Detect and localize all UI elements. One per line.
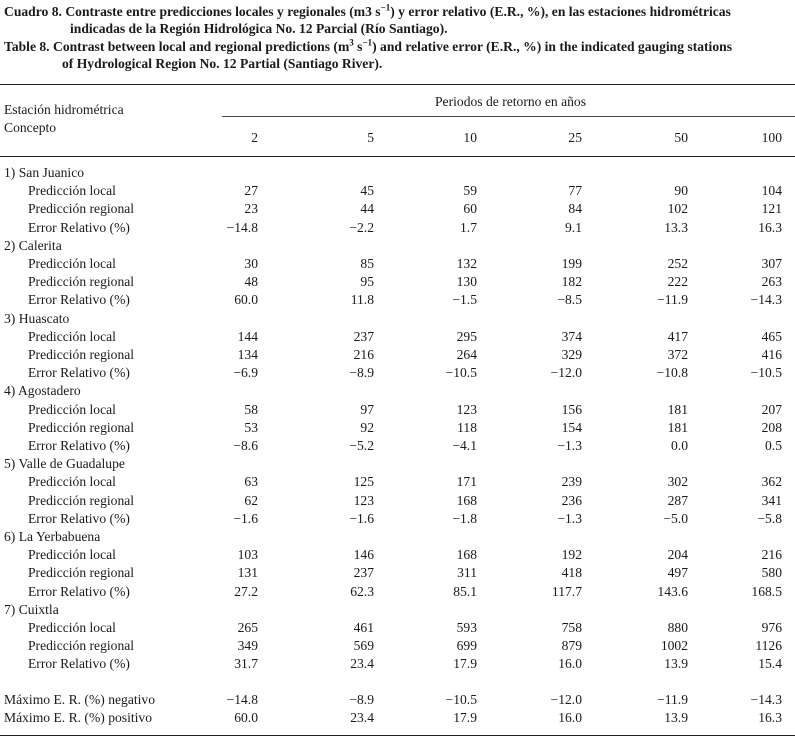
table-cell: 60 — [463, 201, 477, 217]
table-cell: −14.8 — [226, 219, 258, 235]
table-cell: 27.2 — [234, 583, 258, 599]
table-cell: 23.4 — [350, 656, 374, 672]
table-cell: 171 — [456, 474, 477, 490]
row-label: Error Relativo (%) — [28, 365, 130, 381]
table-cell: 341 — [761, 492, 782, 508]
table-cell: 85 — [360, 256, 374, 271]
table-cell: 237 — [353, 328, 374, 344]
period-span-header: Periodos de retorno en años — [435, 94, 587, 109]
row-label: Predicción local — [28, 474, 116, 490]
table-cell: 30 — [244, 256, 258, 271]
row-label: Predicción regional — [28, 347, 135, 362]
table-cell: −10.5 — [750, 365, 782, 381]
table-cell: −1.8 — [452, 510, 477, 526]
caption-label: Cuadro 8. — [4, 4, 62, 19]
table-cell: 879 — [561, 638, 582, 654]
table-cell: 461 — [353, 620, 374, 635]
caption-spanish — [4, 3, 794, 37]
row-label: Predicción local — [28, 256, 116, 271]
row-label: Error Relativo (%) — [28, 583, 130, 599]
table-cell: 239 — [561, 474, 582, 490]
table-cell: 9.1 — [565, 219, 582, 235]
table-cell: 880 — [667, 620, 688, 635]
table-cell: −5.8 — [757, 510, 782, 526]
table-cell: 85.1 — [453, 583, 477, 599]
table-cell: 699 — [456, 638, 477, 654]
table-cell: 90 — [674, 183, 688, 199]
table-cell: 497 — [667, 565, 688, 581]
table-cell: 125 — [353, 474, 374, 490]
table-cell: 48 — [244, 274, 258, 290]
period-header-10: 10 — [463, 130, 477, 145]
period-header-2: 2 — [251, 130, 258, 145]
caption-text: ) and relative error (E.R., %) in the indicated gauging stations — [372, 39, 732, 54]
table-cell: −2.2 — [349, 219, 374, 235]
caption-text: Contraste entre predicciones locales y regionales (m3 s — [65, 4, 381, 19]
table-cell: 103 — [237, 547, 258, 563]
table-cell: 263 — [761, 274, 782, 290]
row-label: Predicción local — [28, 620, 116, 635]
table-cell: 117.7 — [551, 583, 582, 599]
table-cell: 465 — [761, 328, 782, 344]
table-cell: 84 — [568, 201, 582, 217]
table-cell: −8.5 — [557, 292, 582, 308]
table-cell: −10.8 — [656, 365, 688, 381]
row-label: Error Relativo (%) — [28, 510, 130, 526]
row-label: Predicción local — [28, 401, 116, 417]
table-cell: 16.0 — [558, 656, 582, 672]
summary-cell: −14.8 — [226, 692, 258, 707]
table-cell: 102 — [667, 201, 688, 217]
station-name: 4) Agostadero — [4, 383, 81, 399]
station-name: 6) La Yerbabuena — [4, 529, 101, 544]
row-label: Error Relativo (%) — [28, 219, 130, 235]
table-cell: 45 — [360, 183, 374, 199]
table-cell: 130 — [456, 274, 477, 290]
row-label: Predicción local — [28, 547, 116, 563]
table-cell: 374 — [561, 328, 582, 344]
table-cell: 118 — [457, 419, 477, 435]
table-cell: 132 — [456, 256, 477, 271]
table-cell: 123 — [456, 401, 477, 417]
summary-cell: 23.4 — [350, 710, 374, 726]
table-cell: 15.4 — [758, 656, 782, 672]
row-label: Predicción regional — [28, 274, 135, 290]
table-cell: 758 — [561, 620, 582, 635]
table-cell: −12.0 — [550, 365, 582, 381]
stub-header-station: Estación hidrométrica — [4, 102, 124, 117]
table-cell: 1126 — [755, 638, 782, 654]
table-cell: 92 — [360, 419, 374, 435]
summary-cell: −11.9 — [657, 692, 688, 707]
row-label: Predicción local — [28, 183, 116, 199]
summary-cell: 13.9 — [664, 710, 688, 726]
summary-cell: −10.5 — [445, 692, 477, 707]
table-cell: 199 — [561, 256, 582, 271]
period-header-100: 100 — [761, 130, 782, 145]
station-name: 3) Huascato — [4, 310, 70, 326]
table-cell: 295 — [456, 328, 477, 344]
summary-cell: −8.9 — [349, 692, 374, 707]
period-span-rule — [222, 116, 795, 117]
table-cell: 207 — [761, 401, 782, 417]
table-cell: 372 — [667, 347, 688, 362]
table-cell: 1002 — [660, 638, 688, 654]
table-cell: 134 — [237, 347, 258, 362]
table-cell: 216 — [761, 547, 782, 563]
summary-label: Máximo E. R. (%) negativo — [4, 692, 156, 707]
row-label: Predicción local — [28, 328, 116, 344]
row-label: Predicción regional — [28, 492, 135, 508]
table-cell: 156 — [561, 401, 582, 417]
table-cell: 265 — [237, 620, 258, 635]
table-bottom-rule — [0, 735, 795, 736]
summary-cell: −14.3 — [750, 692, 782, 707]
table-cell: 16.3 — [758, 219, 782, 235]
table-cell: 307 — [761, 256, 782, 271]
table-cell: 168 — [456, 492, 477, 508]
table-cell: 131 — [237, 565, 258, 581]
table-cell: 329 — [561, 347, 582, 362]
table-cell: 154 — [561, 419, 582, 435]
row-label: Error Relativo (%) — [28, 656, 130, 672]
table-cell: 349 — [237, 638, 258, 654]
summary-cell: 16.3 — [758, 710, 782, 726]
table-cell: 182 — [561, 274, 582, 290]
table-cell: 1.7 — [460, 219, 477, 235]
caption-label: Table 8. — [4, 39, 50, 54]
station-name: 7) Cuixtla — [4, 601, 59, 617]
caption-superscript: −1 — [362, 37, 373, 48]
caption-english — [4, 38, 794, 72]
summary-cell: −12.0 — [550, 692, 582, 707]
table-cell: −6.9 — [233, 365, 258, 381]
summary-cell: 60.0 — [234, 710, 258, 726]
table-cell: 418 — [561, 565, 582, 581]
table-cell: 0.5 — [765, 438, 782, 453]
table-cell: 53 — [244, 419, 258, 435]
table-cell: 302 — [667, 474, 688, 490]
table-cell: 192 — [561, 547, 582, 563]
table-cell: −1.5 — [452, 292, 477, 308]
table-cell: −1.6 — [233, 510, 258, 526]
period-header-25: 25 — [568, 130, 582, 145]
table-cell: 97 — [360, 401, 374, 417]
table-cell: 417 — [667, 328, 688, 344]
caption-text: s — [353, 39, 363, 54]
summary-cell: 17.9 — [453, 710, 477, 726]
table-cell: −10.5 — [445, 365, 477, 381]
row-label: Error Relativo (%) — [28, 438, 130, 453]
table-cell: 311 — [457, 565, 477, 581]
table-cell: 236 — [561, 492, 582, 508]
caption-text: Contrast between local and regional predictions (m — [53, 39, 350, 54]
table-cell: −1.3 — [557, 438, 582, 453]
table-cell: −11.9 — [657, 292, 688, 308]
table-cell: −5.0 — [663, 510, 688, 526]
table-cell: 976 — [761, 620, 782, 635]
table-cell: 44 — [360, 201, 374, 217]
table-cell: 146 — [353, 547, 374, 563]
table-cell: −1.6 — [349, 510, 374, 526]
table-cell: 104 — [761, 183, 782, 199]
row-label: Predicción regional — [28, 419, 135, 435]
row-label: Predicción regional — [28, 565, 135, 581]
table-top-rule — [0, 84, 795, 85]
table-cell: 11.8 — [350, 292, 374, 308]
table-cell: 13.9 — [664, 656, 688, 672]
table-cell: −14.3 — [750, 292, 782, 308]
summary-cell: 16.0 — [558, 710, 582, 726]
period-header-5: 5 — [367, 130, 374, 145]
row-label: Predicción regional — [28, 638, 135, 654]
table-cell: 237 — [353, 565, 374, 581]
table-cell: −1.3 — [557, 510, 582, 526]
table-cell: 60.0 — [234, 292, 258, 308]
table-cell: 17.9 — [453, 656, 477, 672]
table-cell: 121 — [761, 201, 782, 217]
table-cell: 264 — [456, 347, 477, 362]
table-cell: 362 — [761, 474, 782, 490]
station-name: 2) Calerita — [4, 237, 62, 253]
table-cell: 580 — [761, 565, 782, 581]
table-cell: 168 — [456, 547, 477, 563]
station-name: 5) Valle de Guadalupe — [4, 456, 125, 472]
caption-text: ) y error relativo (E.R., %), en las estaciones hidrométricas — [390, 4, 731, 19]
table-cell: 208 — [761, 419, 782, 435]
header-bottom-rule — [0, 156, 795, 157]
table-cell: 23 — [244, 201, 258, 217]
table-cell: 62 — [244, 492, 258, 508]
table-cell: 222 — [667, 274, 688, 290]
table-cell: 63 — [244, 474, 258, 490]
table-cell: −8.6 — [233, 438, 258, 453]
table-cell: −5.2 — [349, 438, 374, 453]
table-cell: −4.1 — [452, 438, 477, 453]
table-cell: 31.7 — [234, 656, 258, 672]
table-cell: 13.3 — [664, 219, 688, 235]
table-cell: 416 — [761, 347, 782, 362]
summary-label: Máximo E. R. (%) positivo — [4, 710, 153, 726]
stub-header-concept: Concepto — [4, 120, 57, 135]
table-cell: 168.5 — [751, 583, 782, 599]
table-cell: 0.0 — [671, 438, 688, 453]
caption-line2: of Hydrological Region No. 12 Partial (Santiago River). — [62, 56, 383, 71]
table-cell: 77 — [568, 183, 582, 199]
table-cell: 181 — [667, 419, 688, 435]
caption-line2: indicadas de la Región Hidrológica No. 12 Parcial (Río Santiago). — [70, 21, 448, 36]
row-label: Predicción regional — [28, 201, 135, 217]
row-label: Error Relativo (%) — [28, 292, 130, 308]
table-cell: 59 — [463, 183, 477, 199]
table-cell: 252 — [667, 256, 688, 271]
table-cell: 27 — [244, 183, 258, 199]
table-cell: 216 — [353, 347, 374, 362]
period-header-50: 50 — [674, 130, 688, 145]
table-cell: 204 — [667, 547, 688, 563]
table-cell: 143.6 — [657, 583, 688, 599]
table-cell: 95 — [360, 274, 374, 290]
table-cell: −8.9 — [349, 365, 374, 381]
table-cell: 144 — [237, 328, 258, 344]
table-cell: 181 — [667, 401, 688, 417]
table-cell: 123 — [353, 492, 374, 508]
caption-superscript: −1 — [380, 2, 391, 13]
table-cell: 62.3 — [350, 583, 374, 599]
table-cell: 569 — [353, 638, 374, 654]
table-cell: 58 — [244, 401, 258, 417]
station-name: 1) San Juanico — [4, 165, 85, 180]
table-cell: 593 — [456, 620, 477, 635]
table-cell: 287 — [667, 492, 688, 508]
caption-superscript: 3 — [349, 37, 354, 48]
